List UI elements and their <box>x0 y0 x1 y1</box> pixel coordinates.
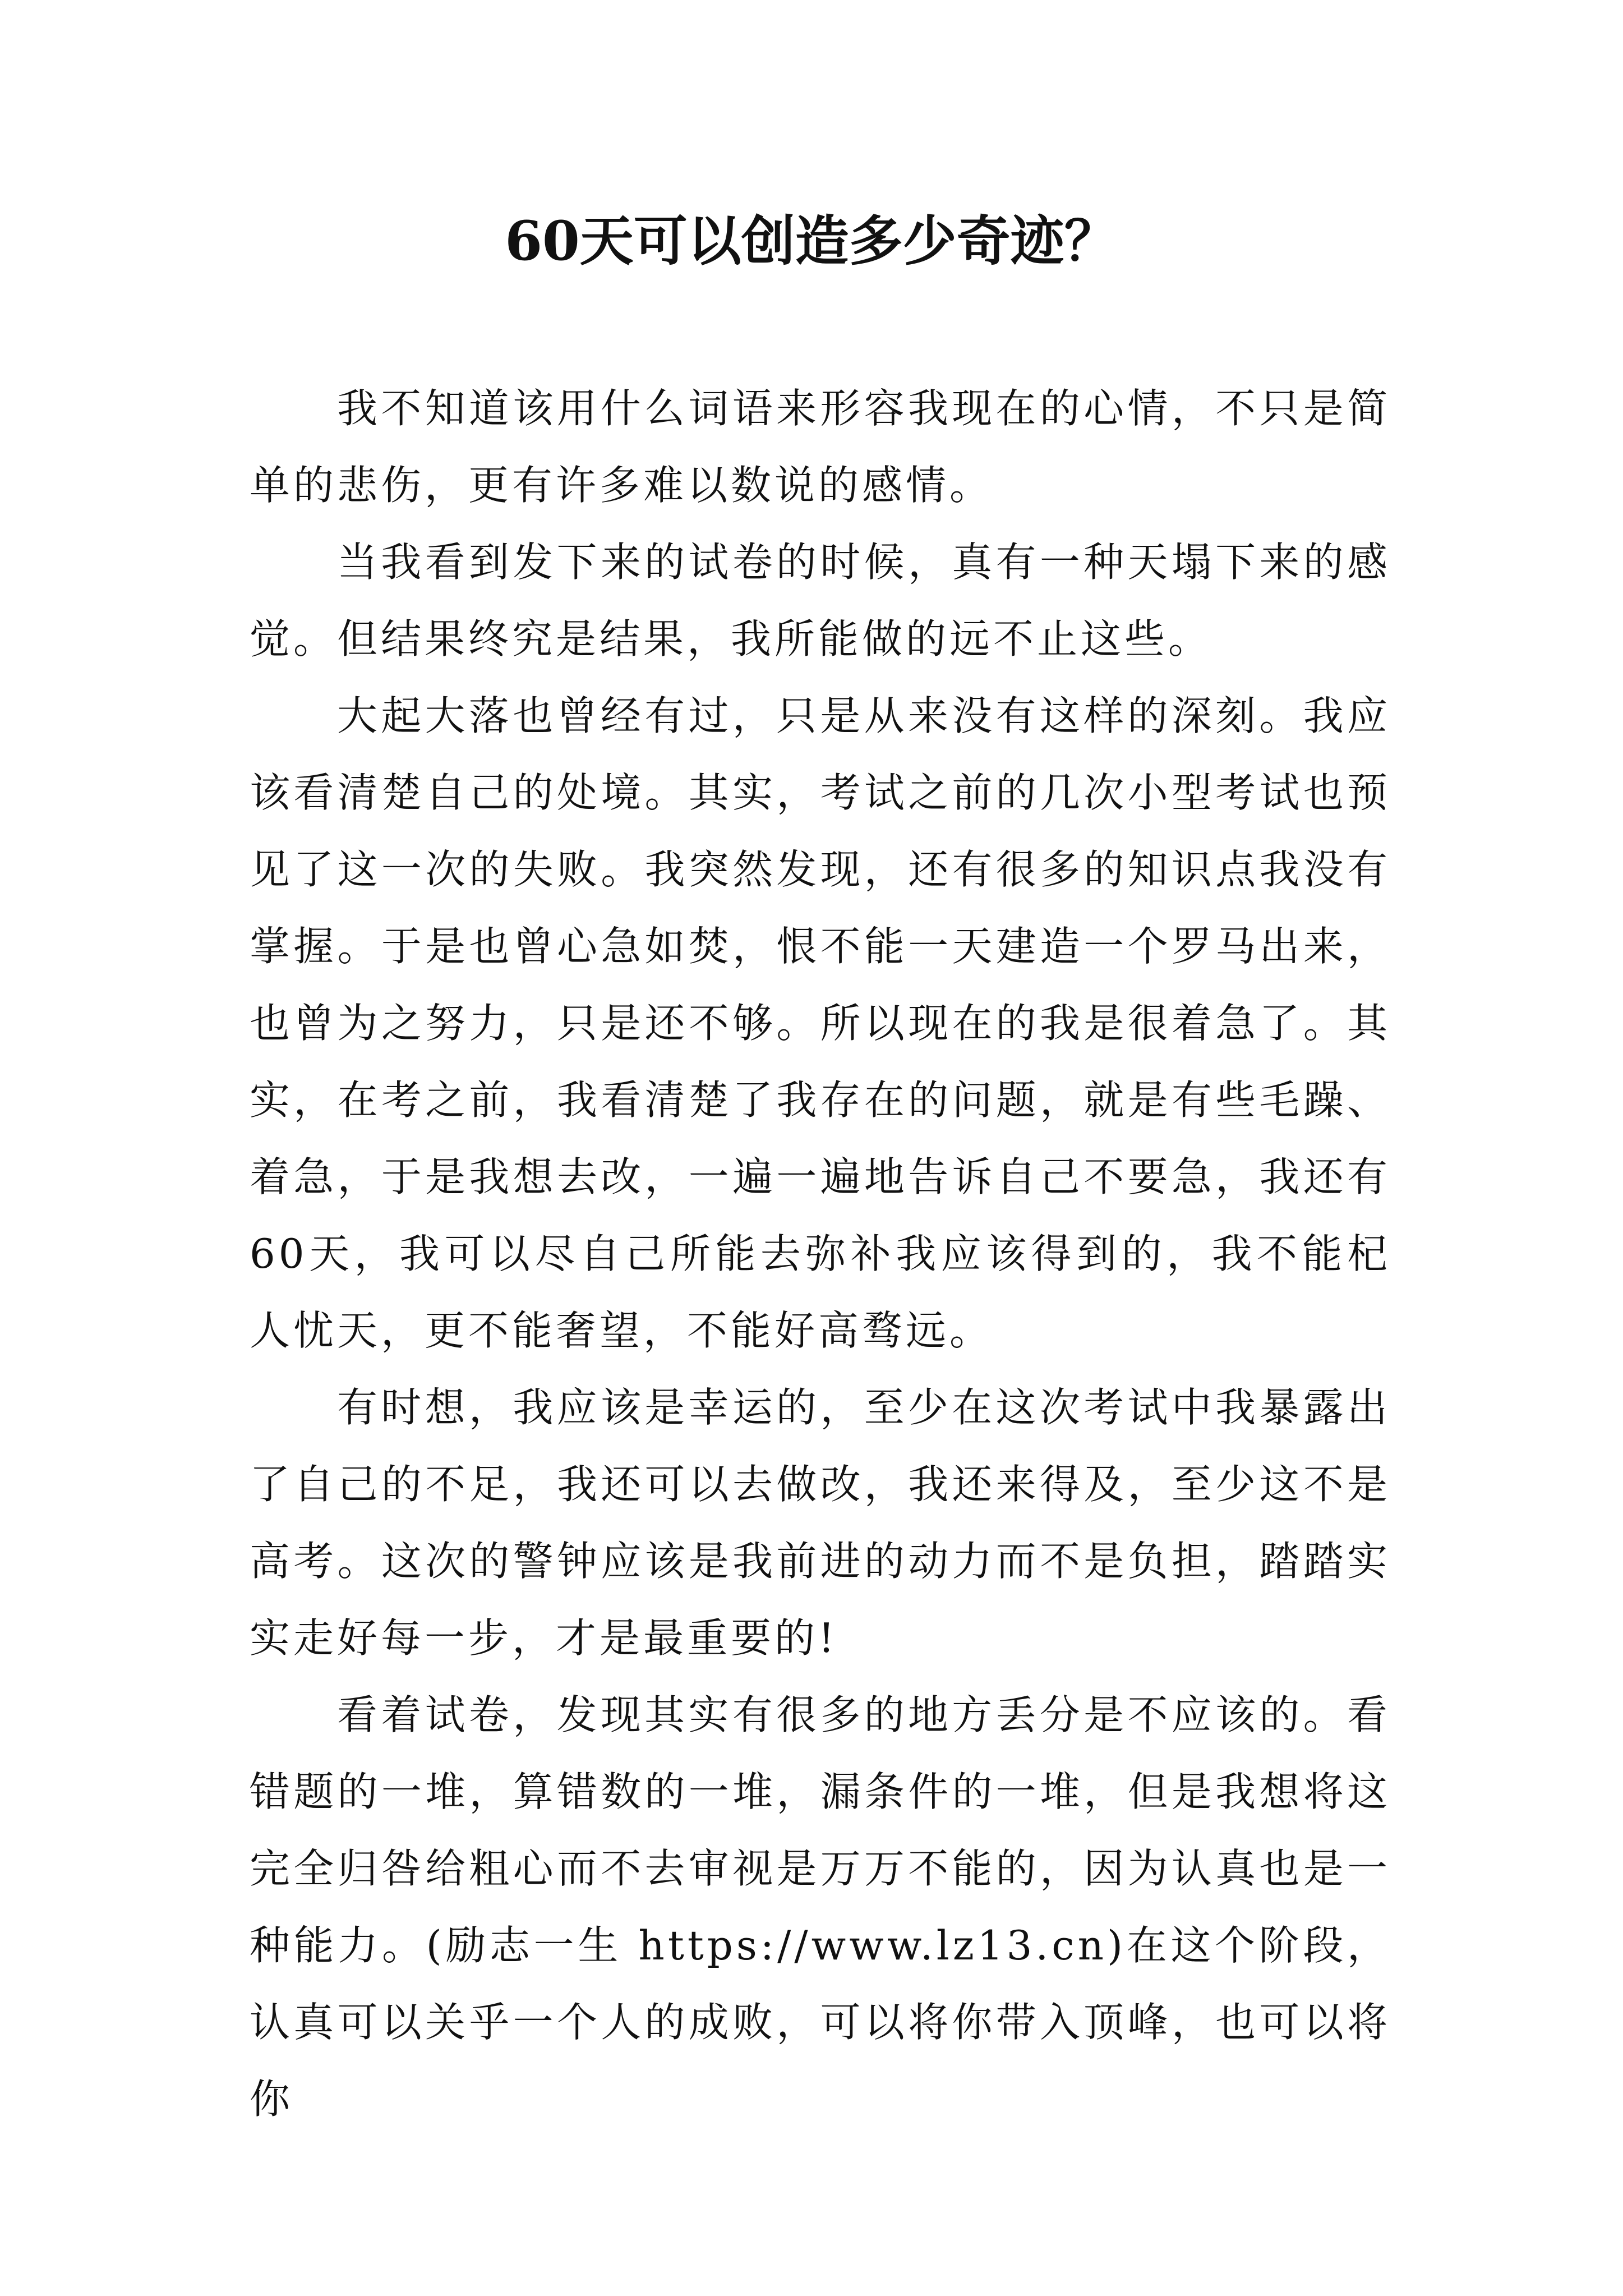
paragraph: 当我看到发下来的试卷的时候，真有一种天塌下来的感觉。但结果终究是结果，我所能做的远不止这些。 <box>250 539 1391 662</box>
paragraph: 我不知道该用什么词语来形容我现在的心情，不只是简单的悲伤，更有许多难以数说的感情。 <box>250 385 1391 509</box>
document-title: 60天可以创造多少奇迹？ <box>505 209 1118 273</box>
paragraph: 大起大落也曾经有过，只是从来没有这样的深刻。我应该看清楚自己的处境。其实，考试之前的几次小型考试也预见了这一次的失败。我突然发现，还有很多的知识点我没有掌握。于是也曾心急如焚，恨不能一天建造一个罗马出来，也曾为之努力，只是还不够。所以现在的我是很着急了。其实，在考之前，我看清楚了我存在的问题，就是有些毛躁、着急，于是我想去改，一遍一遍地告诉自己不要急，我还有60天，我可以尽自己所能去弥补我应该得到的，我不能杞人忧天，更不能奢望，不能好高骛远。 <box>250 692 1391 1354</box>
paragraph: 有时想，我应该是幸运的，至少在这次考试中我暴露出了自己的不足，我还可以去做改，我还来得及，至少这不是高考。这次的警钟应该是我前进的动力而不是负担，踏踏实实走好每一步，才是最重要的! <box>250 1384 1391 1662</box>
document-body <box>250 370 1391 2138</box>
paragraph: 看着试卷，发现其实有很多的地方丢分是不应该的。看错题的一堆，算错数的一堆，漏条件的一堆，但是我想将这完全归咎给粗心而不去审视是万万不能的，因为认真也是一种能力。(励志一生 https://www.lz13.cn)在这个阶段，认真可以关乎一个人的成败，可以将你带入顶峰，也可以将你 <box>250 1691 1391 2123</box>
